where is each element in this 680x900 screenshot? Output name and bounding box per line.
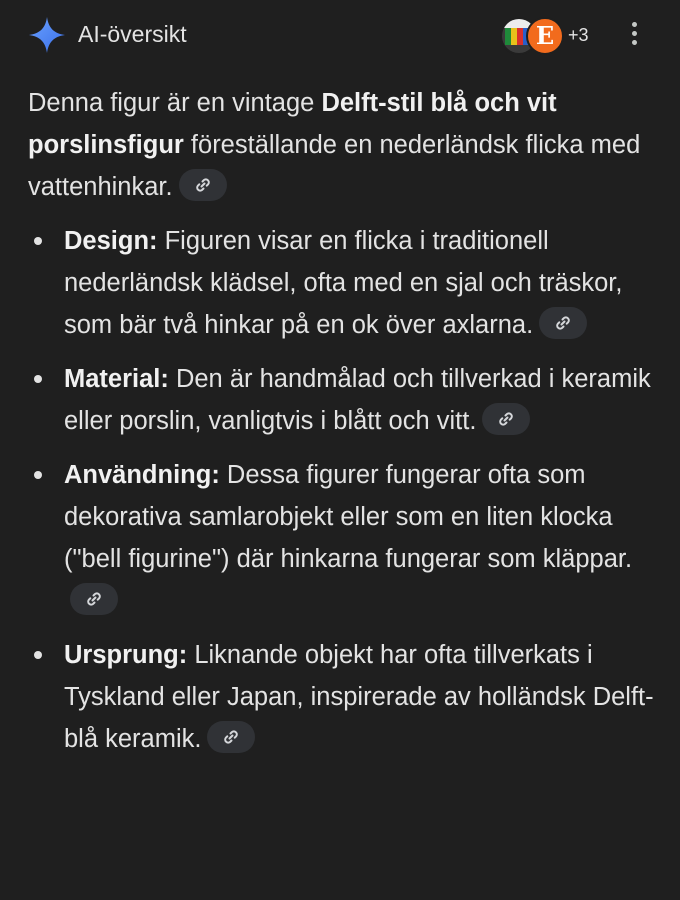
link-icon: [221, 727, 241, 747]
intro-text-before: Denna figur är en vintage: [28, 89, 322, 117]
citation-link-button[interactable]: [482, 403, 530, 435]
citation-link-button[interactable]: [539, 307, 587, 339]
item-label: Design:: [64, 227, 158, 255]
details-list: [28, 220, 658, 760]
intro-bold-text: Delft-stil blå och vit porslinsfigur: [28, 89, 557, 159]
link-icon: [496, 409, 516, 429]
item-text: Dessa figurer fungerar ofta som dekorativa samlarobjekt eller som en liten klocka ("bell figurine") där hinkarna fungerar som kläppar.: [64, 461, 633, 573]
citation-link-button[interactable]: [70, 583, 118, 615]
bullet: [34, 471, 42, 479]
sparkle-icon: [28, 16, 66, 54]
citation-link-button[interactable]: [207, 721, 255, 753]
item-text: Figuren visar en flicka i traditionell nederländsk klädsel, ofta med en sjal och träskor, som bär två hinkar på en ok över axlarna.: [64, 227, 623, 339]
item-label: Material:: [64, 365, 169, 393]
extra-sources-count[interactable]: +3: [568, 25, 589, 45]
list-item: [28, 454, 658, 622]
overview-content: [28, 82, 658, 772]
bullet: [34, 651, 42, 659]
source-e-letter: E: [535, 21, 555, 50]
list-item: [28, 220, 658, 346]
link-icon: [553, 313, 573, 333]
item-text: Liknande objekt har ofta tillverkats i Tyskland eller Japan, inspirerade av holländsk Delft-blå keramik.: [64, 641, 654, 753]
page-title: AI-översikt: [78, 21, 187, 47]
list-item: [28, 358, 658, 442]
bullet: [34, 375, 42, 383]
link-icon: [193, 175, 213, 195]
item-label: Användning:: [64, 461, 220, 489]
intro-paragraph: [28, 82, 658, 208]
bullet: [34, 237, 42, 245]
link-icon: [84, 589, 104, 609]
item-text: Den är handmålad och tillverkad i keramik eller porslin, vanligtvis i blått och vitt.: [64, 365, 651, 435]
list-item: [28, 634, 658, 760]
citation-link-button[interactable]: [179, 169, 227, 201]
letter-e-logo-icon[interactable]: [526, 17, 564, 55]
intro-text-after: föreställande en nederländsk flicka med vattenhinkar.: [28, 131, 641, 201]
ai-overview-header: [0, 0, 680, 70]
item-label: Ursprung:: [64, 641, 188, 669]
more-vert-icon[interactable]: [626, 22, 642, 50]
